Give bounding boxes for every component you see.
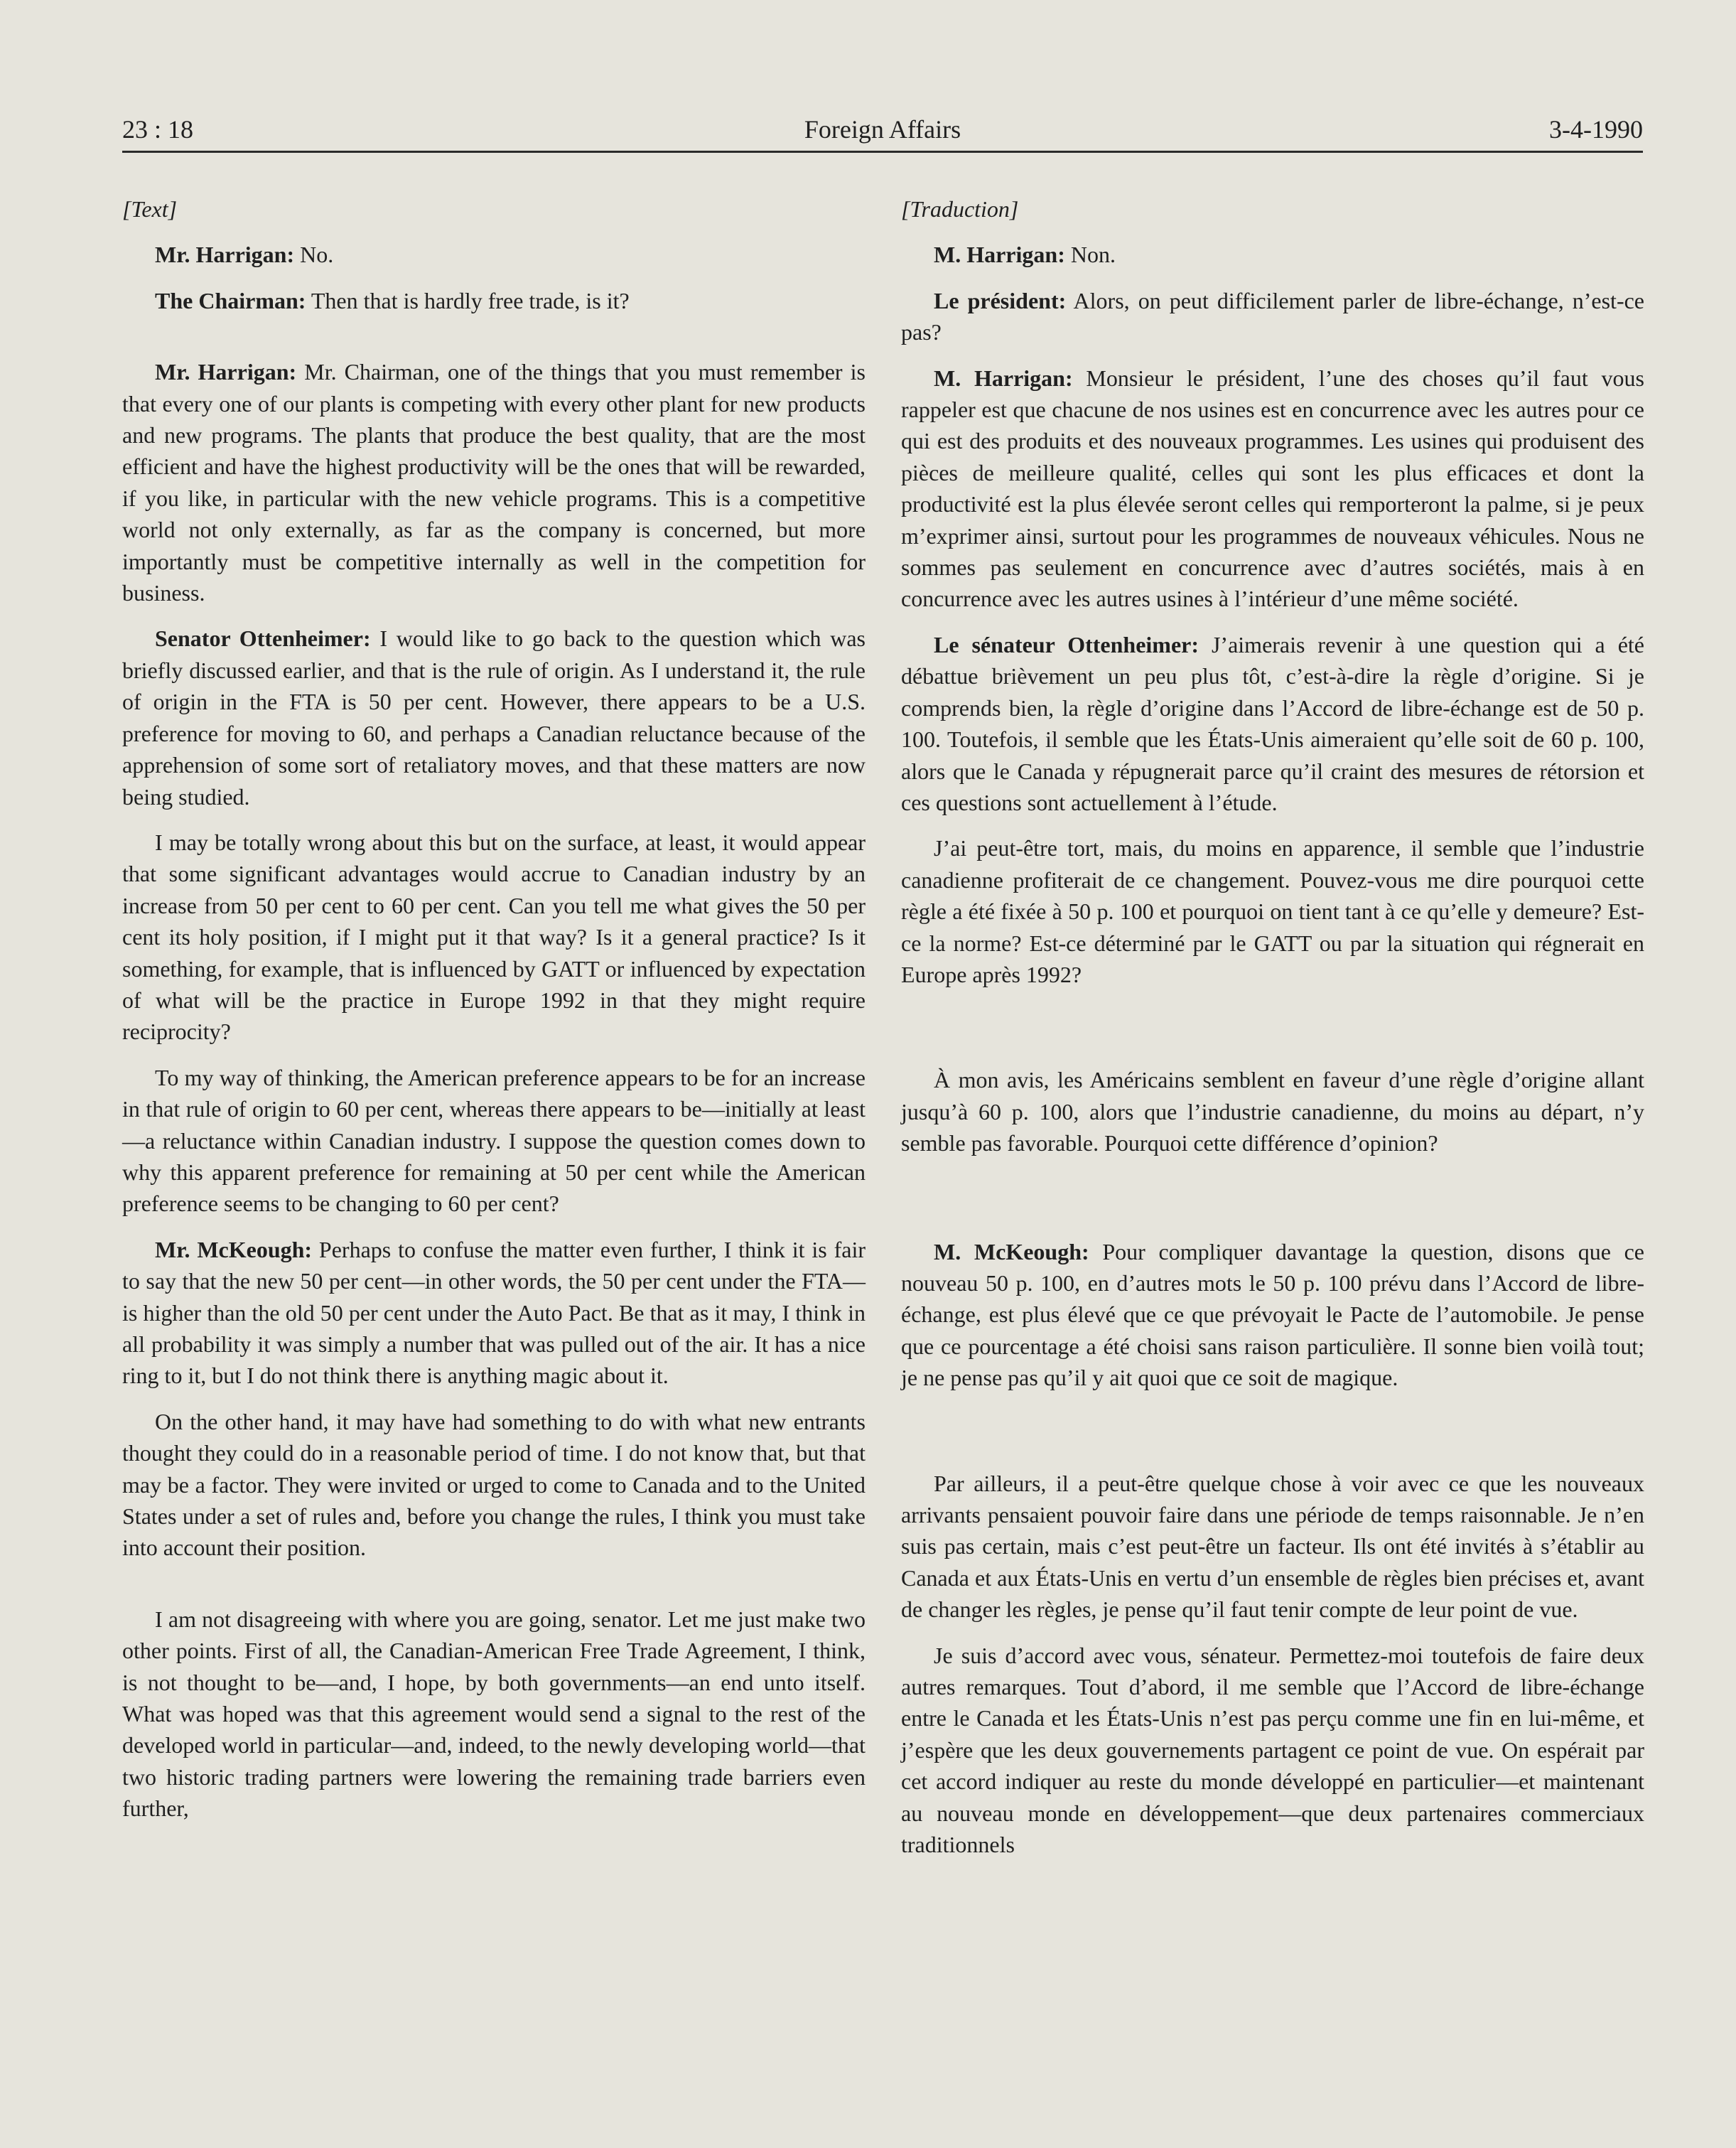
paragraph [122,356,866,608]
speaker-name: Mr. Harrigan: [155,359,297,385]
paragraph-text: Alors, on peut difficilement parler de libre-échange, n’est-ce pas? [901,287,1645,345]
speaker-name: Le sénateur Ottenheimer: [934,631,1199,657]
paragraph [122,827,866,1048]
paragraph [122,1604,866,1825]
translation-marker: [Traduction] [901,196,1019,222]
paragraph [122,1062,866,1220]
paragraph [122,285,866,316]
paragraph-text: Non. [1064,242,1116,268]
paragraph-text: À mon avis, les Américains semblent en faveur d’une règle d’origine allant jusqu’à 60 p. 100, alors que l’industrie canadienne, du moins au départ, n’y semble pas favorable. Pourquoi cette différence d’opinion? [901,1067,1644,1156]
text-marker: [Text] [122,196,178,222]
header-date: 3-4-1990 [1549,115,1643,144]
paragraph [901,1468,1644,1626]
paragraph [901,285,1644,348]
paragraph-text: I am not disagreeing with where you are going, senator. Let me just make two other points. First of all, the Canadian-American Free Trade Agreement, I think, is not thought to be—and, I hope, by both governments—an end unto itself. What was hoped was that this agreement would send a signal to the rest of the developed world in particular—and, indeed, to the newly developing world—that two historic trading partners were lowering the remaining trade barriers even further, [122,1606,866,1822]
paragraph-text: No. [294,242,334,268]
speaker-name: Senator Ottenheimer: [155,625,371,652]
speaker-name: Mr. McKeough: [155,1236,313,1262]
speaker-name: M. Harrigan: [934,242,1065,268]
french-column [901,193,1644,1860]
issue-page-number: 23 : 18 [122,115,194,144]
text-marker-label: Text [131,196,168,222]
paragraph-text: Je suis d’accord avec vous, sénateur. Permettez-moi toutefois de faire deux autres remarques. Tout d’abord, il me semble que l’Accord de libre-échange entre le Canada et les États-Unis n’est pas perçu comme une fin en lui-même, et j’espère que les deux gouvernements partagent ce point de vue. On espérait par cet accord indiquer au reste du monde développé en particulier—et maintenant au nouveau monde en développement—que deux partenaires commerciaux traditionnels [901,1642,1644,1858]
speaker-name: M. McKeough: [934,1238,1089,1264]
paragraph-text: J’aimerais revenir à une question qui a été débattue brièvement un peu plus tôt, c’est-à-dire la règle d’origine. Si je comprends bien, la règle d’origine dans l’Accord de libre-échange est de 50 p. 100. Toutefois, il semble que les États-Unis aimeraient qu’elle soit de 60 p. 100, alors que le Canada y répugnerait parce qu’il craint des mesures de rétorsion et ces questions sont actuellement à l’étude. [901,631,1645,815]
paragraph [901,1236,1644,1394]
english-column [122,193,866,1825]
paragraph [122,1234,866,1392]
paragraph [901,363,1644,615]
paragraph-text: To my way of thinking, the American preference appears to be for an increase in that rule of origin to 60 per cent, whereas there appears to be—initially at least—a reluctance within Canadian industry. I suppose the question comes down to why this apparent preference for remaining at 50 per cent while the American preference seems to be changing to 60 per cent? [122,1064,866,1217]
paragraph-text: Perhaps to confuse the matter even further, I think it is fair to say that the new 50 per cent—in other words, the 50 per cent under the FTA—is higher than the old 50 per cent under the Auto Pact. Be that as it may, I think in all probability it was simply a number that was pulled out of the air. It has a nice ring to it, but I do not think there is anything magic about it. [122,1236,866,1389]
paragraph [122,1406,866,1564]
paragraph [901,1064,1644,1159]
paragraph-text: Monsieur le président, l’une des choses qu’il faut vous rappeler est que chacune de nos usines est en concurrence avec les autres pour ce qui est des produits et des nouveaux programmes. Les usines qui produisent des pièces de meilleure qualité, celles qui sont les plus efficaces et dont la productivité est la plus élevée seront celles qui remporteront la palme, si je peux m’exprimer ainsi, surtout pour les programmes de nouveaux véhicules. Nous ne sommes pas seulement en concurrence avec d’autres sociétés, mais à en concurrence avec les autres usines à l’intérieur d’une même société. [901,365,1645,612]
paragraph-text: Par ailleurs, il a peut-être quelque chose à voir avec ce que les nouveaux arrivants pensaient pouvoir faire dans une période de temps raisonnable. Je n’en suis pas certain, mais c’est peut-être un facteur. Ils ont été invités à s’établir au Canada et aux États-Unis en vertu d’un ensemble de règles bien précises et, avant de changer les règles, je pense qu’il faut tenir compte de leur point de vue. [901,1470,1644,1623]
paragraph [901,629,1644,818]
paragraph-text: On the other hand, it may have had something to do with what new entrants thought they could do in a reasonable period of time. I do not know that, but that may be a factor. They were invited or urged to come to Canada and to the United States under a set of rules and, before you change the rules, I think you must take into account their position. [122,1408,866,1561]
translation-marker-label: Traduction [910,196,1010,222]
paragraph-text: Mr. Chairman, one of the things that you must remember is that every one of our plants is competing with every other plant for new products and new programs. The plants that produce the best quality, that are the most efficient and have the highest productivity will be the ones that will be rewarded, if you like, in particular with the new vehicle programs. This is a competitive world not only externally, as far as the company is concerned, but more importantly must be competitive internally as well in the competition for business. [122,359,866,606]
paragraph [122,239,866,270]
paragraph-text: J’ai peut-être tort, mais, du moins en apparence, il semble que l’industrie canadienne profiterait de ce changement. Pouvez-vous me dire pourquoi cette règle a été fixée à 50 p. 100 et pourquoi on tient tant à ce qu’elle y demeure? Est-ce la norme? Est-ce déterminé par le GATT ou par la situation qui régnerait en Europe après 1992? [901,835,1644,987]
paragraph [901,239,1644,270]
paragraph [122,623,866,812]
speaker-name: M. Harrigan: [934,365,1073,391]
publication-title: Foreign Affairs [804,115,961,144]
paragraph-text: Pour compliquer davantage la question, disons que ce nouveau 50 p. 100, en d’autres mots le 50 p. 100 prévu dans l’Accord de libre-échange, est plus élevé que ce que prévoyait le Pacte de l’automobile. Je pense que ce pourcentage a été choisi sans raison particulière. Il sonne bien voilà tout; je ne pense pas qu’il y ait quoi que ce soit de magique. [901,1238,1645,1391]
speaker-name: The Chairman: [155,287,306,313]
speaker-name: Le président: [934,287,1067,313]
paragraph-text: Then that is hardly free trade, is it? [306,287,630,313]
paragraph-text: I would like to go back to the question which was briefly discussed earlier, and that is the rule of origin. As I understand it, the rule of origin in the FTA is 50 per cent. However, there appears to be a U.S. preference for moving to 60, and perhaps a Canadian reluctance because of the apprehension of some sort of retaliatory moves, and that these matters are now being studied. [122,625,866,810]
paragraph [901,832,1644,990]
speaker-name: Mr. Harrigan: [155,242,295,268]
paragraph [901,1640,1644,1861]
running-header [122,108,1643,153]
paragraph-text: I may be totally wrong about this but on the surface, at least, it would appear that some significant advantages would accrue to Canadian industry by an increase from 50 per cent to 60 per cent. Can you tell me what gives the 50 per cent its holy position, if I might put it that way? Is it a general practice? Is it something, for example, that is influenced by GATT or influenced by expectation of what will be the practice in Europe 1992 in that they might require reciprocity? [122,829,866,1045]
